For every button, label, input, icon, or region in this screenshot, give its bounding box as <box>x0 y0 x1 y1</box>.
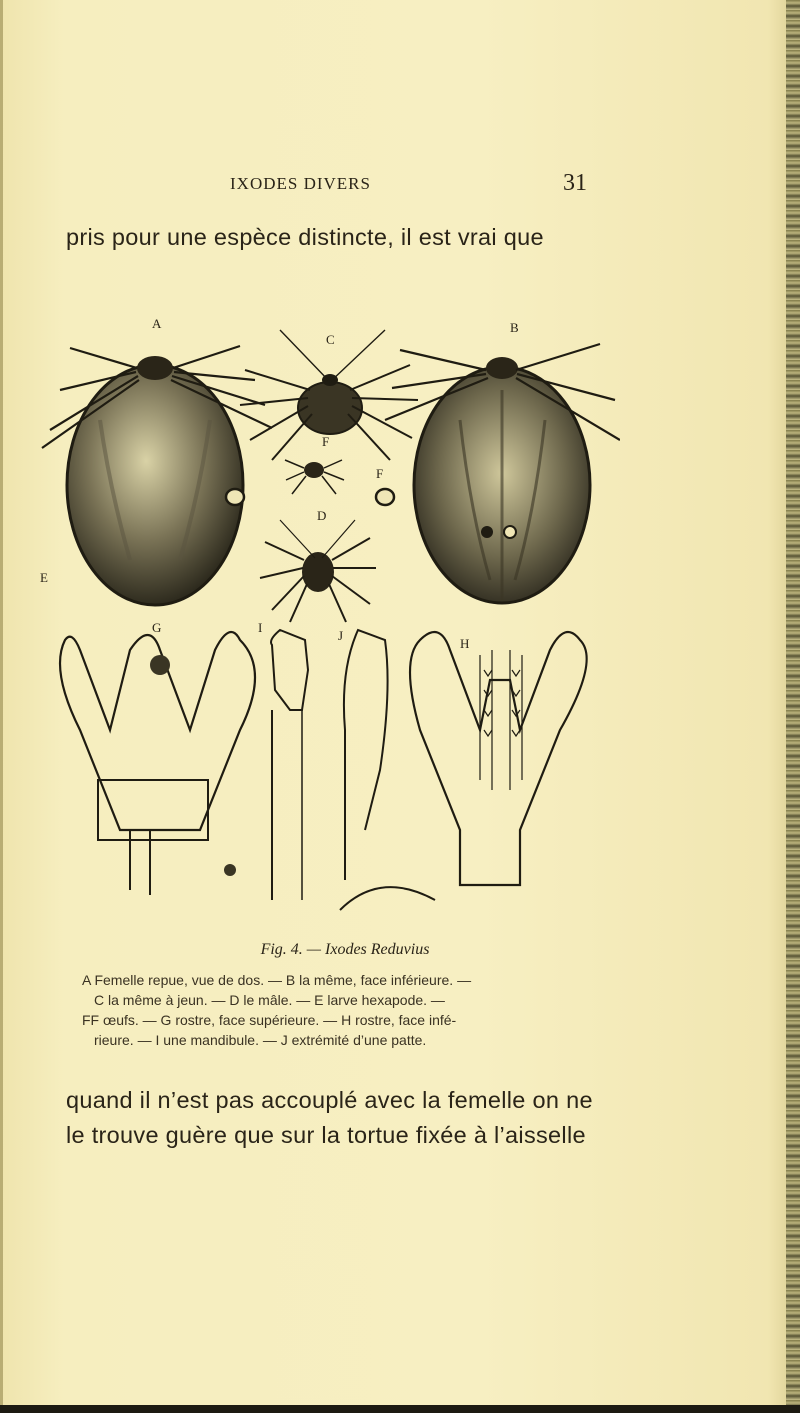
page-left-edge <box>0 0 3 1413</box>
rostrum-h-inferior <box>410 632 587 885</box>
body-text-line-top: pris pour une espèce distincte, il est vrai que <box>66 224 544 250</box>
fig-label-b: B <box>510 320 519 335</box>
caption-line: C la même à jeun. — D le mâle. — E larve hexapode. — <box>94 992 445 1008</box>
figure-ixodes <box>40 310 620 940</box>
figure-caption-body <box>82 970 622 1050</box>
tick-b-female-ventral <box>385 344 620 603</box>
leg-tip-j <box>340 630 435 910</box>
fig-label-f2: F <box>376 466 384 481</box>
caption-line: A Femelle repue, vue de dos. — B la même, face inférieure. — <box>82 972 472 988</box>
fig-label-e: E <box>40 570 48 585</box>
body-text-line-bottom-1: quand il n’est pas accouplé avec la femelle on ne <box>66 1087 593 1113</box>
fig-label-c: C <box>326 332 335 347</box>
figure-caption-title: Fig. 4. — Ixodes Reduvius <box>260 941 430 958</box>
figure-illustration <box>40 310 620 940</box>
fig-label-f1: F <box>322 434 330 449</box>
tick-d-male <box>260 520 376 622</box>
running-title: IXODES DIVERS <box>230 174 371 193</box>
fig-label-h: H <box>460 636 470 651</box>
tick-e-larva <box>285 460 344 494</box>
body-text-line-bottom-2: le trouve guère que sur la tortue fixée à l’aisselle <box>66 1122 586 1148</box>
page-number: 31 <box>563 170 587 196</box>
mandible-i <box>271 630 308 900</box>
caption-line: rieure. — I une mandibule. — J extrémité d’une patte. <box>94 1032 427 1048</box>
fig-label-d: D <box>317 508 327 523</box>
fig-label-j: J <box>338 628 344 643</box>
eggs-ff <box>226 489 394 505</box>
page-bottom-edge <box>0 1405 800 1413</box>
page-header <box>0 170 800 198</box>
caption-line: FF œufs. — G rostre, face supérieure. — H rostre, face infé- <box>82 1012 457 1028</box>
tick-a-female-dorsal <box>42 346 272 605</box>
rostrum-g-superior <box>60 632 255 895</box>
fig-label-a: A <box>152 316 162 331</box>
page-right-edge <box>786 0 800 1413</box>
fig-label-g: G <box>152 620 162 635</box>
fig-label-i: I <box>258 620 263 635</box>
